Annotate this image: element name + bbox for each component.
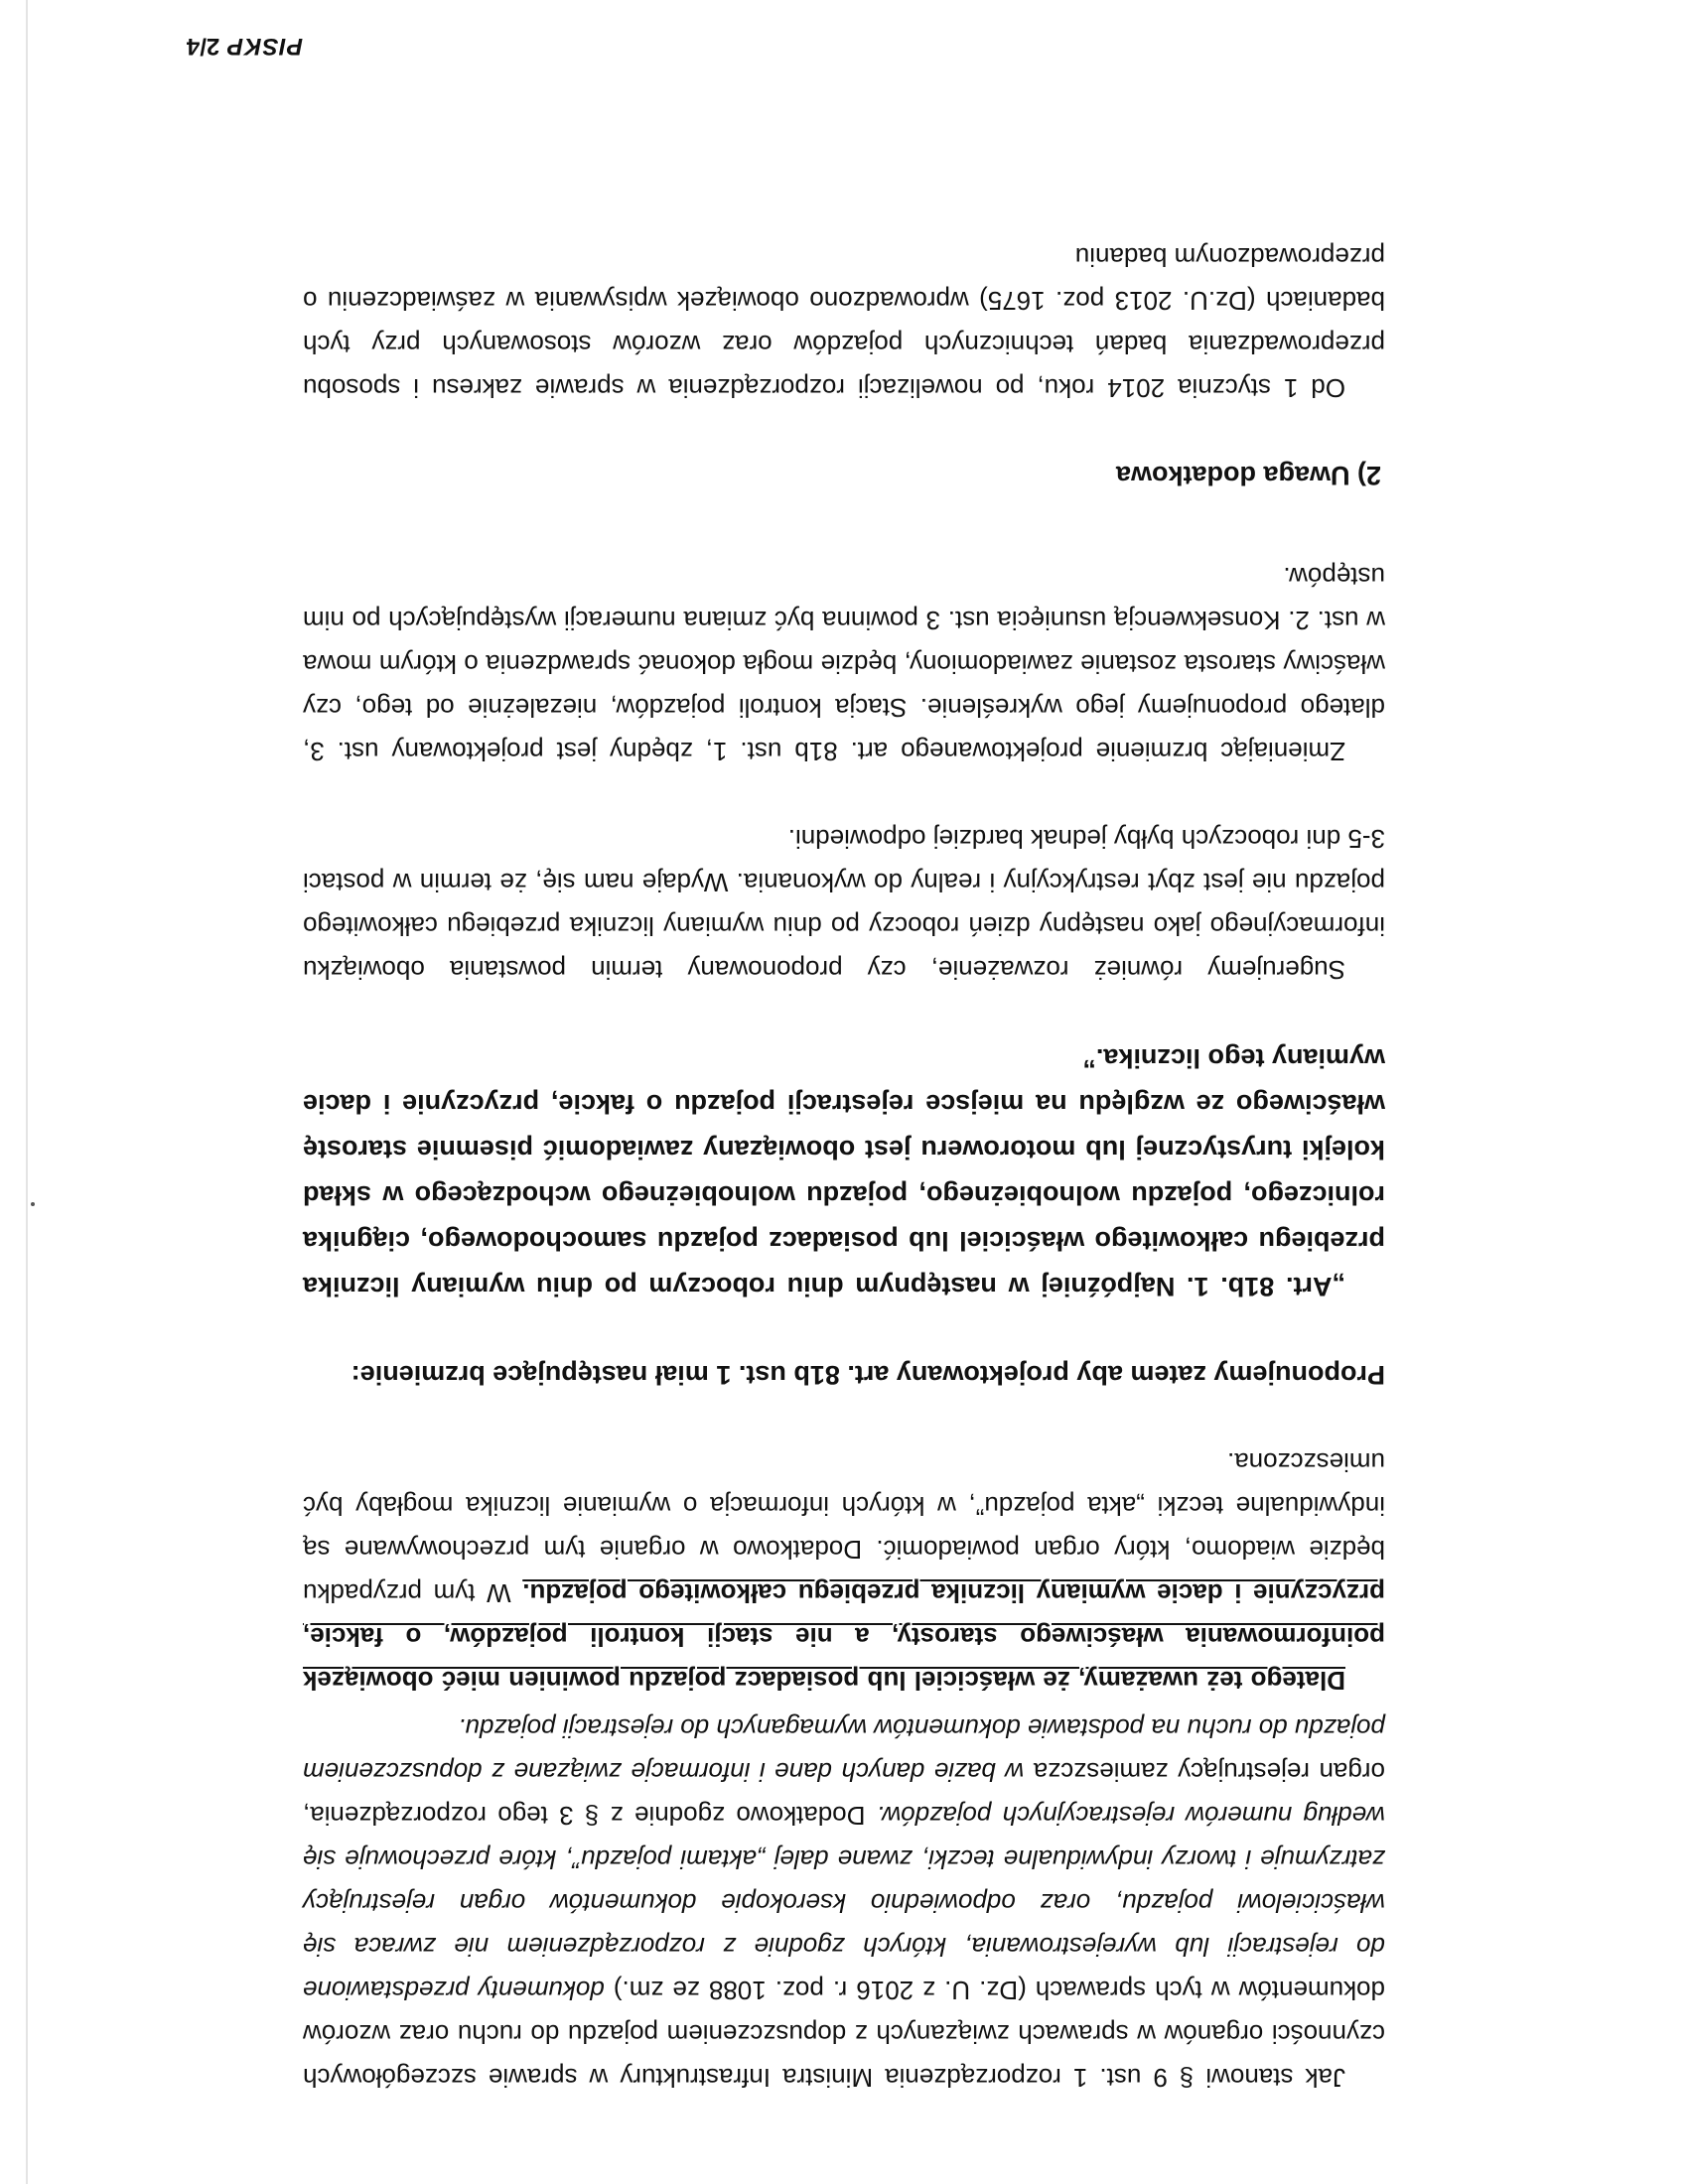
paragraph-text: W tym przypadku będzie wiadomo, który organ powiadomić. Dodatkowo w organie tym przechowywane są indywidualne teczki „akta pojazdu”, w których informacja o wymianie licznika mogłaby być umieszczona. bbox=[303, 1447, 1385, 1608]
paragraph-text: Dodatkowo zgodnie z § 3 tego rozporządzenia, organ rejestrujący zamieszcza bbox=[303, 1757, 1385, 1831]
section-heading: 2) Uwaga dodatkowa bbox=[1115, 461, 1381, 490]
paragraph-text: Jak stanowi § 9 ust. 1 rozporządzenia Ministra Infrastruktury w sprawie szczegółowych czynności organów w sprawach związanych z dopuszczeniem pojazdu do ruchu oraz wzorów dokumentów w tych sprawach (Dz. U. z 2016 r. poz. 1088 ze zm.) bbox=[303, 1976, 1385, 2093]
paragraph-deletion-proposal: Zmieniając brzmienie projektowanego art. 81b ust. 1, zbędny jest projektowany ust. 3, dlatego proponujemy jego wykreślenie. Stacja kontroli pojazdów, niezależnie od tego, czy właściwy starosta zostanie zawiadomiony, będzie mogła dokonać sprawdzenia o którym mowa w ust. 2. Konsekwencją usunięcia ust. 3 powinna być zmiana numeracji występujących po nim ustępów. bbox=[303, 562, 1385, 766]
regulation-quote-italic: w bazie danych dane i informacje związane z dopuszczeniem pojazdu do ruchu na podstawie dokumentów wymaganych do rejestracji pojazdu. bbox=[303, 1713, 1385, 1787]
document-body bbox=[303, 235, 1385, 2100]
paragraph-obligation bbox=[303, 1440, 1385, 1703]
paragraph-regulation-quote bbox=[303, 1706, 1385, 2100]
page-number: 2/4 bbox=[186, 33, 220, 60]
emphasized-opinion: Dlatego też uważamy, że właściciel lub posiadacz pojazdu powinien mieć obowiązek poinformowania właściwego starosty, a nie stacji kontroli pojazdów, o fakcie, przyczynie i dacie wymiany licznika przebiegu całkowitego pojazdu. bbox=[303, 1578, 1385, 1696]
scan-edge-line bbox=[26, 0, 28, 2184]
paragraph-deadline-suggestion: Sugerujemy również rozważenie, czy proponowany termin powstania obowiązku informacyjnego jako następny dzień roboczy po dniu wymiany licznika przebiegu całkowitego pojazdu nie jest zbyt restrykcyjny i realny do wykonania. Wydaje nam się, że termin w postaci 3-5 dni roboczych byłby jednak bardziej odpowiedni. bbox=[303, 824, 1385, 985]
regulation-quote-italic: dokumenty przedstawione do rejestracji lub wyrejestrowania, których zgodnie z rozporządzeniem nie zwraca się właścicielowi pojazdu, oraz odpowiednio kserokopie dokumentów organ rejestrujący zatrzymuje i tworzy indywidualne teczki, zwane dalej „aktami pojazdu”, które przechowuje się według numerów rejestracyjnych pojazdów. bbox=[303, 1801, 1385, 2005]
proposal-intro: Proponujemy zatem aby projektowany art. 81b ust. 1 miał następujące brzmienie: bbox=[351, 1360, 1385, 1390]
proposed-article-text: „Art. 81b. 1. Najpóźniej w następnym dniu roboczym po dniu wymiany licznika przebiegu całkowitego właściciel lub posiadacz pojazdu samochodowego, ciągnika rolniczego, pojazdu wolnobieżnego, pojazdu wolnobieżnego wchodzącego w skład kolejki turystycznej lub motoroweru jest obowiązany zawiadomić pisemnie starostę właściwego ze względu na miejsce rejestracji pojazdu o fakcie, przyczynie i dacie wymiany tego licznika.” bbox=[303, 1043, 1385, 1301]
page-footer bbox=[187, 32, 303, 60]
scan-artifact-dot bbox=[31, 1202, 35, 1206]
organization-logo: PISKP bbox=[225, 33, 303, 60]
paragraph-additional-remark: Od 1 stycznia 2014 roku, po nowelizacji rozporządzenia w sprawie zakresu i sposobu przeprowadzania badań technicznych pojazdów oraz wzorów stosowanych przy tych badaniach (Dz.U. 2013 poz. 1675) wprowadzono obowiązek wpisywania w zaświadczeniu o przeprowadzonym badaniu bbox=[303, 242, 1385, 403]
